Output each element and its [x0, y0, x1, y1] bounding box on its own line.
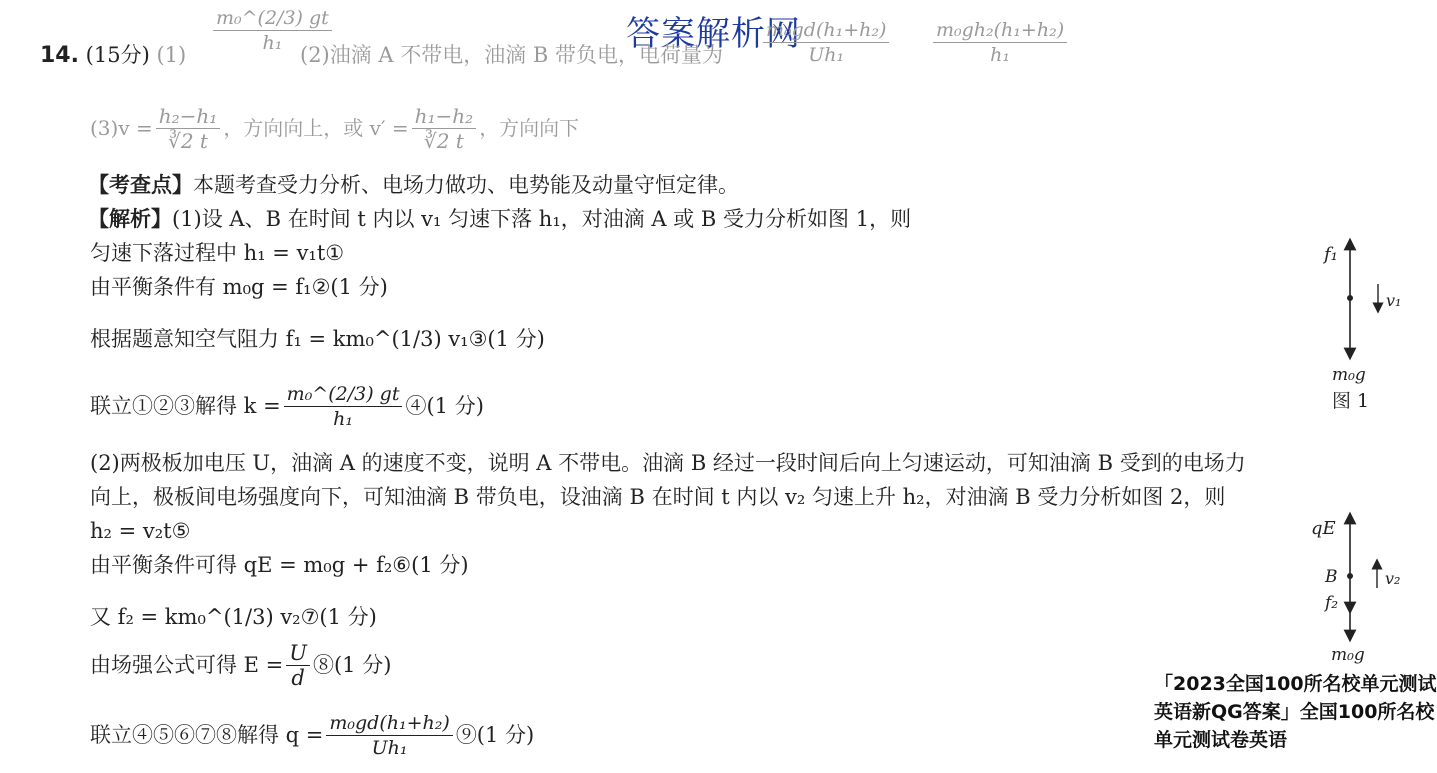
q-numerator: m₀gd(h₁+h₂)	[326, 711, 452, 736]
part3-label: (3)v =	[90, 116, 153, 140]
jiexi-line-12-pre: 联立④⑤⑥⑦⑧解得 q =	[90, 723, 324, 747]
jiexi-line-12	[90, 706, 534, 764]
jiexi-line-5-pre: 联立①②③解得 k =	[90, 394, 281, 418]
jiexi-label: 【解析】	[88, 206, 172, 231]
part3-numerator-2: h₁−h₂	[412, 104, 477, 129]
part3-denominator-1: ∛2 t	[168, 128, 208, 153]
kaochadian-text: 本题考查受力分析、电场力做功、电势能及动量守恒定律。	[193, 173, 739, 197]
k-numerator: m₀^(2/3) gt	[284, 382, 403, 407]
f1-label: f₁	[1324, 244, 1338, 265]
jiexi-line-5	[90, 368, 484, 444]
site-watermark: 答案解析网	[626, 14, 801, 54]
overlay-caption: 「2023全国100所名校单元测试英语新QG答案」全国100所名校单元测试卷英语	[1154, 670, 1437, 754]
figure-2-force-diagram	[1305, 508, 1415, 668]
jiexi-line-11	[90, 636, 391, 694]
gravity-label-2: m₀g	[1331, 645, 1365, 665]
jiexi-line-9: 由平衡条件可得 qE = m₀g + f₂⑥(1 分)	[90, 553, 469, 577]
part3-denominator-2: ∛2 t	[423, 128, 464, 153]
gravity-label-1: m₀g	[1332, 365, 1366, 385]
jiexi-line-4: 根据题意知空气阻力 f₁ = km₀^(1/3) v₁③(1 分)	[90, 327, 545, 351]
e-numerator: U	[286, 641, 310, 666]
jiexi-line-1	[88, 206, 911, 232]
part2-denominator-1: Uh₁	[808, 44, 845, 66]
k-denominator: h₁	[333, 407, 353, 430]
part1-denominator: h₁	[262, 32, 283, 54]
part2-answer-2	[930, 18, 1070, 67]
part1-label: (1)	[156, 43, 187, 67]
jiexi-line-11-post: ⑧(1 分)	[312, 653, 392, 677]
q-denominator: Uh₁	[371, 736, 408, 759]
question-score: (15分)	[85, 43, 150, 67]
f2-label: f₂	[1325, 593, 1339, 613]
part3-numerator-1: h₂−h₁	[156, 104, 221, 129]
jiexi-line-3: 由平衡条件有 m₀g = f₁②(1 分)	[90, 275, 388, 299]
kaochadian-line	[88, 172, 739, 198]
b-label: B	[1325, 567, 1338, 587]
part2-text: (2)油滴 A 不带电，油滴 B 带负电，电荷量为	[300, 43, 724, 67]
figure-1-caption: 图 1	[1332, 390, 1370, 412]
jiexi-line-8: h₂ = v₂t⑤	[90, 519, 191, 543]
jiexi-line-7: 向上，极板间电场强度向下，可知油滴 B 带负电，设油滴 B 在时间 t 内以 v₂ 匀速上升 h₂，对油滴 B 受力分析如图 2，则	[90, 485, 1226, 509]
part2-answer-1	[760, 18, 892, 67]
droplet-point-1	[1347, 295, 1353, 301]
jiexi-text-1: (1)设 A、B 在时间 t 内以 v₁ 匀速下落 h₁，对油滴 A 或 B 受力分析如图 1，则	[172, 207, 912, 231]
part3-answer	[90, 100, 579, 156]
qe-label: qE	[1311, 518, 1336, 539]
answer-line-1	[40, 42, 186, 69]
droplet-b-point	[1347, 573, 1353, 579]
jiexi-line-11-pre: 由场强公式可得 E =	[90, 653, 284, 677]
part2-denominator-2: h₁	[990, 44, 1010, 66]
kaochadian-label: 【考查点】	[88, 172, 193, 197]
jiexi-line-12-post: ⑨(1 分)	[455, 723, 535, 747]
part2-numerator-1: m₀gd(h₁+h₂)	[763, 18, 889, 43]
part3-middle: ，方向向上，或 v′ =	[223, 116, 409, 140]
jiexi-line-10: 又 f₂ = km₀^(1/3) v₂⑦(1 分)	[90, 605, 377, 629]
part3-end: ，方向向下	[479, 116, 580, 140]
jiexi-line-2: 匀速下落过程中 h₁ = v₁t①	[90, 241, 345, 265]
jiexi-line-6: (2)两极板加电压 U，油滴 A 的速度不变，说明 A 不带电。油滴 B 经过一段时间后向上匀速运动，可知油滴 B 受到的电场力	[90, 451, 1246, 475]
e-denominator: d	[291, 665, 305, 690]
part2-numerator-2: m₀gh₂(h₁+h₂)	[933, 18, 1067, 43]
v2-label: v₂	[1385, 569, 1401, 588]
figure-1-force-diagram	[1310, 232, 1420, 417]
question-number: 14.	[40, 43, 79, 68]
jiexi-line-5-post: ④(1 分)	[405, 394, 484, 418]
v1-label: v₁	[1386, 291, 1402, 310]
part1-numerator: m₀^(2/3) gt	[213, 6, 332, 31]
